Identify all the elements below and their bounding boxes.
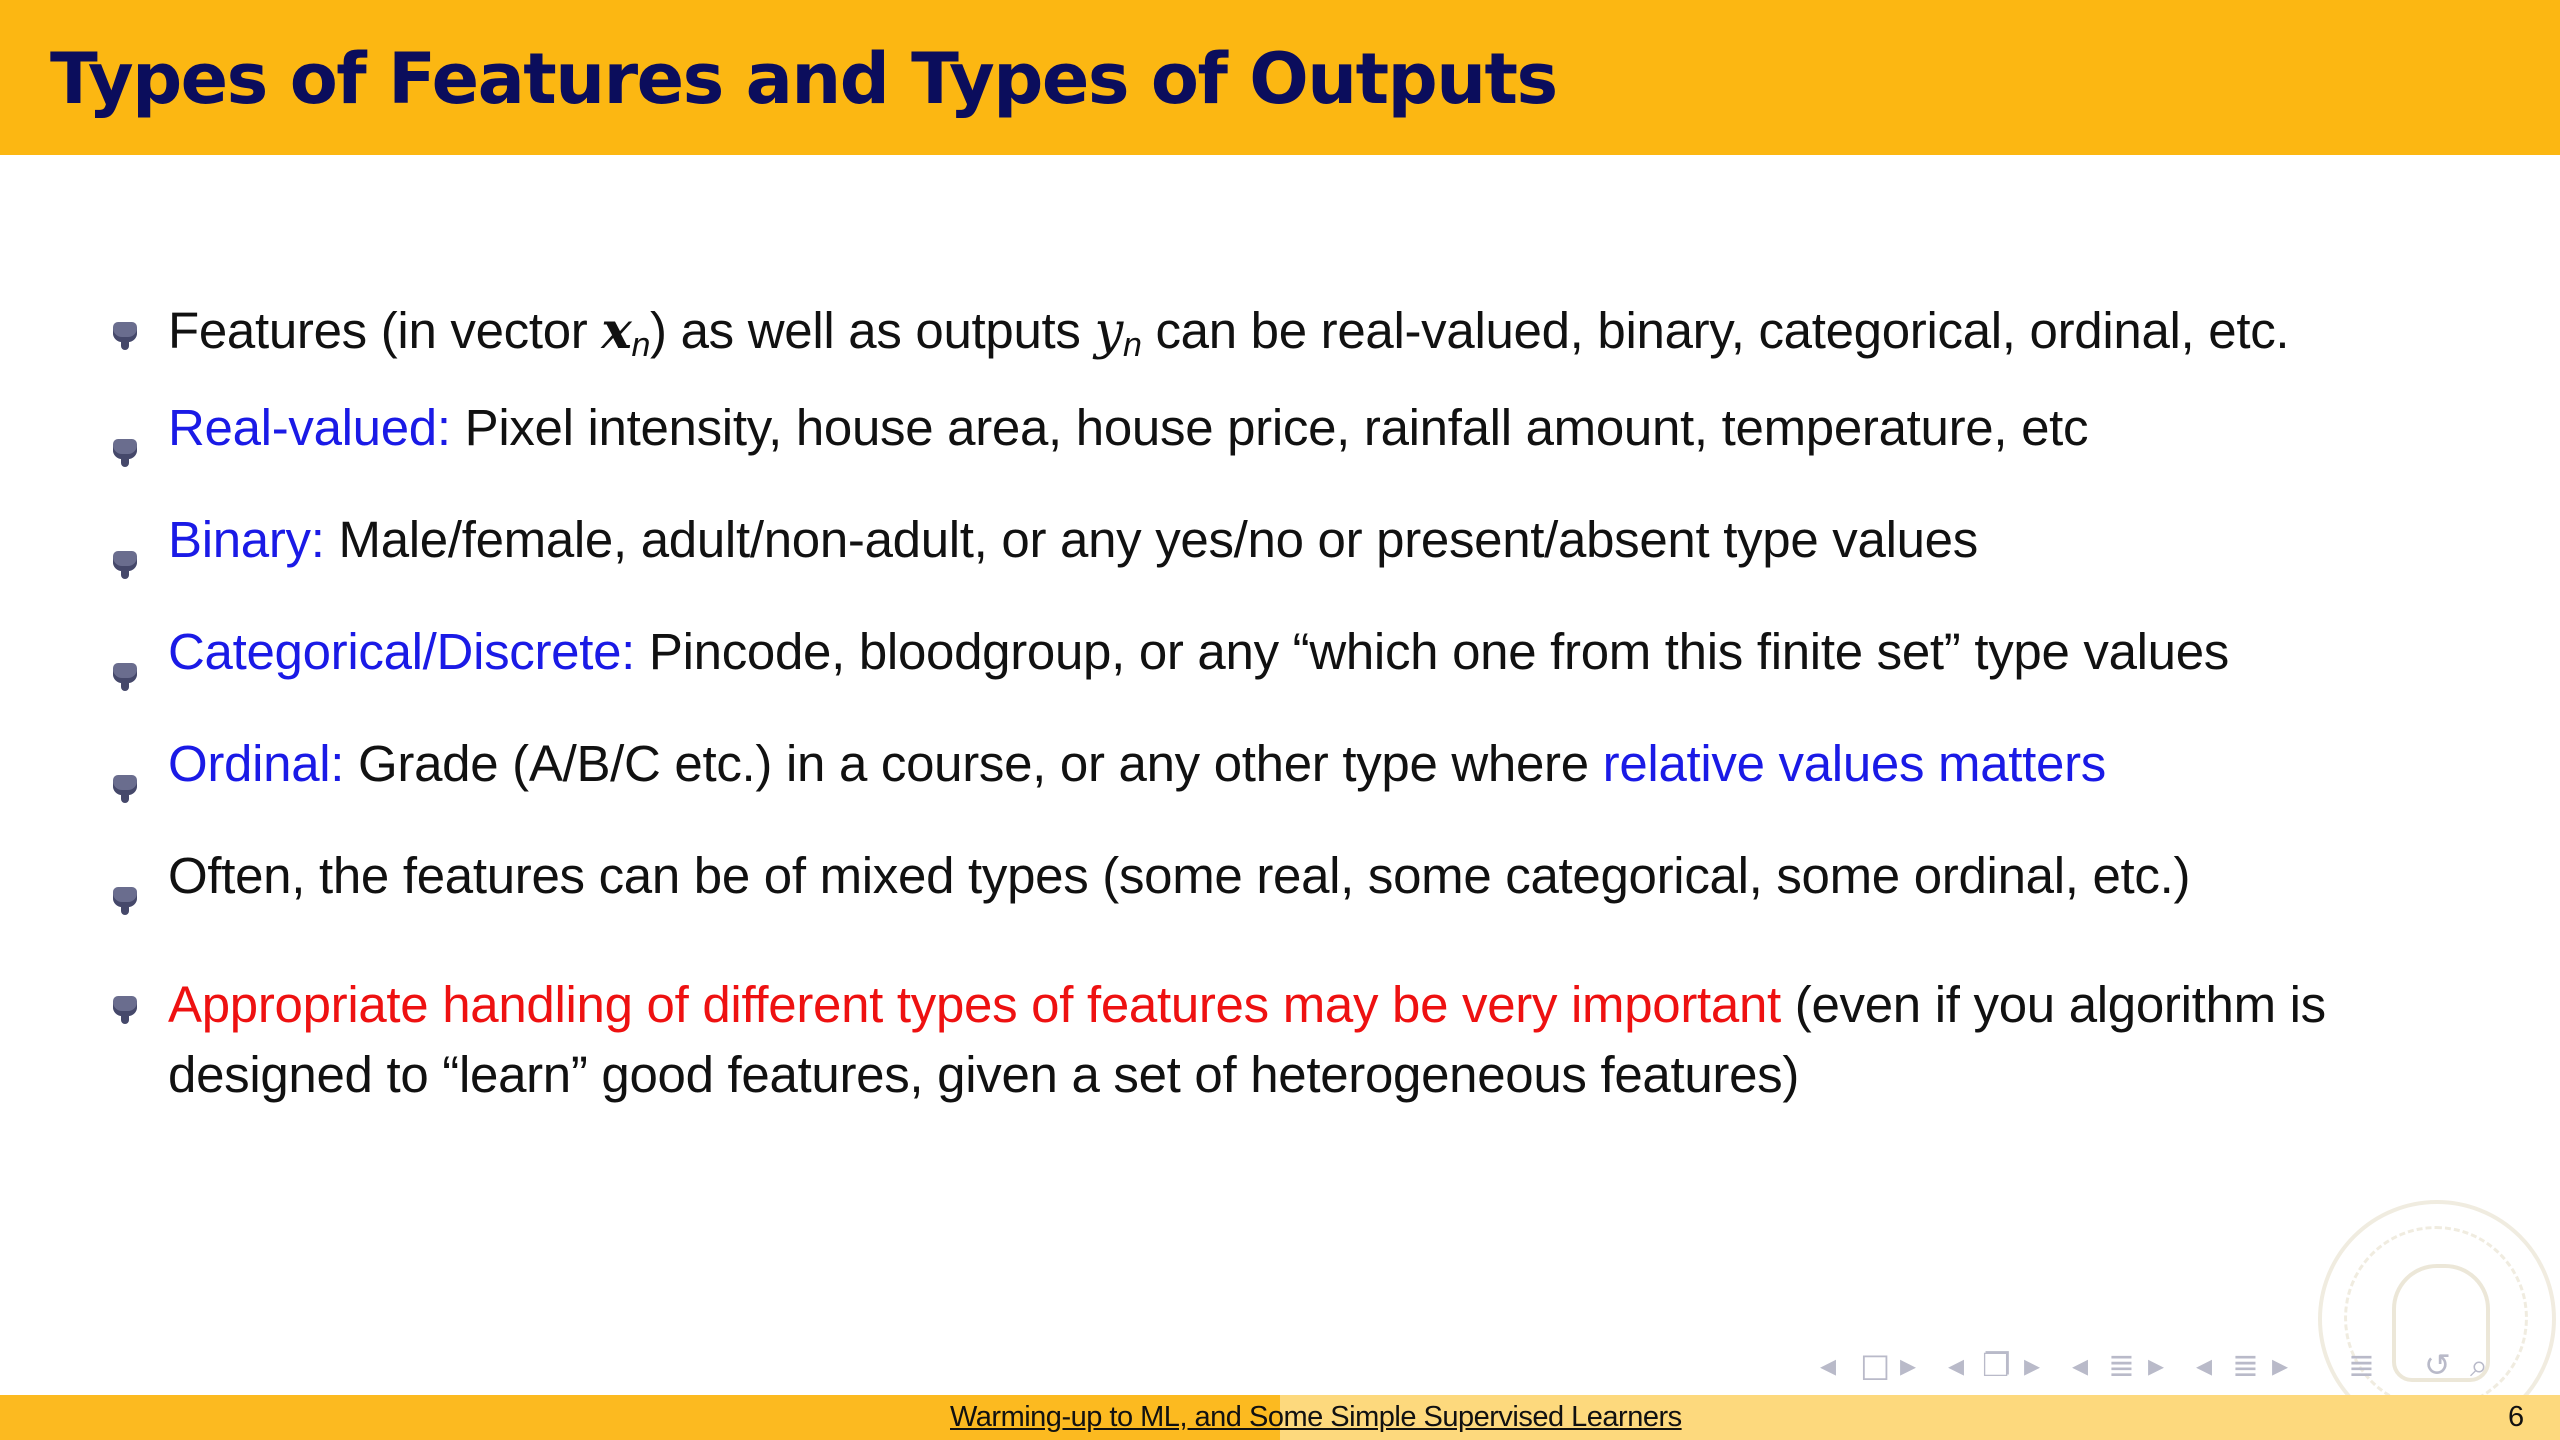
bullet-item-ordinal	[168, 729, 2508, 799]
subscript-n: n	[631, 326, 651, 364]
nav-back-icon[interactable]: ↺	[2424, 1346, 2451, 1384]
nav-subsection-next-icon[interactable]: ▸	[2024, 1346, 2041, 1384]
nav-outline-icon[interactable]: ≣	[2348, 1346, 2375, 1384]
nav-frame-prev-icon[interactable]: ◂	[1820, 1346, 1837, 1384]
subscript-n: n	[1122, 326, 1142, 364]
bullet-icon	[113, 322, 137, 342]
footer-presentation-title[interactable]: Warming-up to ML, and Some Simple Supervised Learners	[950, 1401, 1682, 1433]
bullet-icon	[113, 775, 137, 795]
nav-toc-prev-icon[interactable]: ◂	[2196, 1346, 2213, 1384]
nav-section-next-icon[interactable]: ▸	[2148, 1346, 2165, 1384]
bullet-item-mixed-types	[168, 841, 2508, 911]
bullet-icon	[113, 887, 137, 907]
bullet-item-features	[168, 296, 2508, 380]
bullet-text: Pincode, bloodgroup, or any “which one from this finite set” type values	[635, 623, 2230, 680]
nav-subsection-icon[interactable]: ❐	[1982, 1346, 2011, 1384]
bullet-item-categorical	[168, 617, 2508, 687]
bullet-label: Real-valued:	[168, 399, 451, 456]
slide-footer	[0, 1395, 2560, 1440]
bullet-text: ) as well as outputs	[650, 302, 1095, 359]
bullet-icon	[113, 996, 137, 1016]
nav-toc-icon[interactable]: ≣	[2232, 1346, 2259, 1384]
footer-page-number: 6	[2508, 1401, 2525, 1433]
bullet-text: (even if you algorithm is designed to “learn” good features, given a set of heterogeneous features)	[168, 976, 2326, 1103]
bullet-icon	[113, 663, 137, 683]
bullet-label: Binary:	[168, 511, 325, 568]
nav-toc-next-icon[interactable]: ▸	[2272, 1346, 2289, 1384]
slide-title: Types of Features and Types of Outputs	[50, 38, 1557, 120]
bullet-icon	[113, 439, 137, 459]
bullet-text: Grade (A/B/C etc.) in a course, or any other type where	[344, 735, 1603, 792]
bullet-icon	[113, 551, 137, 571]
bullet-highlight: Appropriate handling of different types of features may be very important	[168, 976, 1781, 1033]
bullet-text: can be real-valued, binary, categorical, ordinal, etc.	[1141, 302, 2290, 359]
bullet-text: Pixel intensity, house area, house price, rainfall amount, temperature, etc	[450, 399, 2089, 456]
bullet-highlight: relative values matters	[1602, 735, 2106, 792]
nav-frame-icon[interactable]: □	[1860, 1346, 1891, 1384]
bullet-text: Often, the features can be of mixed types (some real, some categorical, some ordinal, etc.)	[168, 847, 2191, 904]
nav-section-prev-icon[interactable]: ◂	[2072, 1346, 2089, 1384]
nav-search-icon[interactable]: ⌕	[2470, 1346, 2488, 1384]
bullet-item-real-valued	[168, 393, 2508, 463]
bullet-item-binary	[168, 505, 2508, 575]
bullet-item-handling	[168, 970, 2508, 1110]
output-y-symbol: y	[1094, 302, 1123, 361]
vector-x-symbol: x	[601, 301, 632, 361]
nav-subsection-prev-icon[interactable]: ◂	[1948, 1346, 1965, 1384]
bullet-text: Male/female, adult/non-adult, or any yes/no or present/absent type values	[324, 511, 1978, 568]
nav-frame-next-icon[interactable]: ▸	[1900, 1346, 1917, 1384]
bullet-label: Ordinal:	[168, 735, 345, 792]
nav-section-icon[interactable]: ≣	[2108, 1346, 2135, 1384]
bullet-label: Categorical/Discrete:	[168, 623, 636, 680]
bullet-text: Features (in vector	[168, 302, 602, 359]
